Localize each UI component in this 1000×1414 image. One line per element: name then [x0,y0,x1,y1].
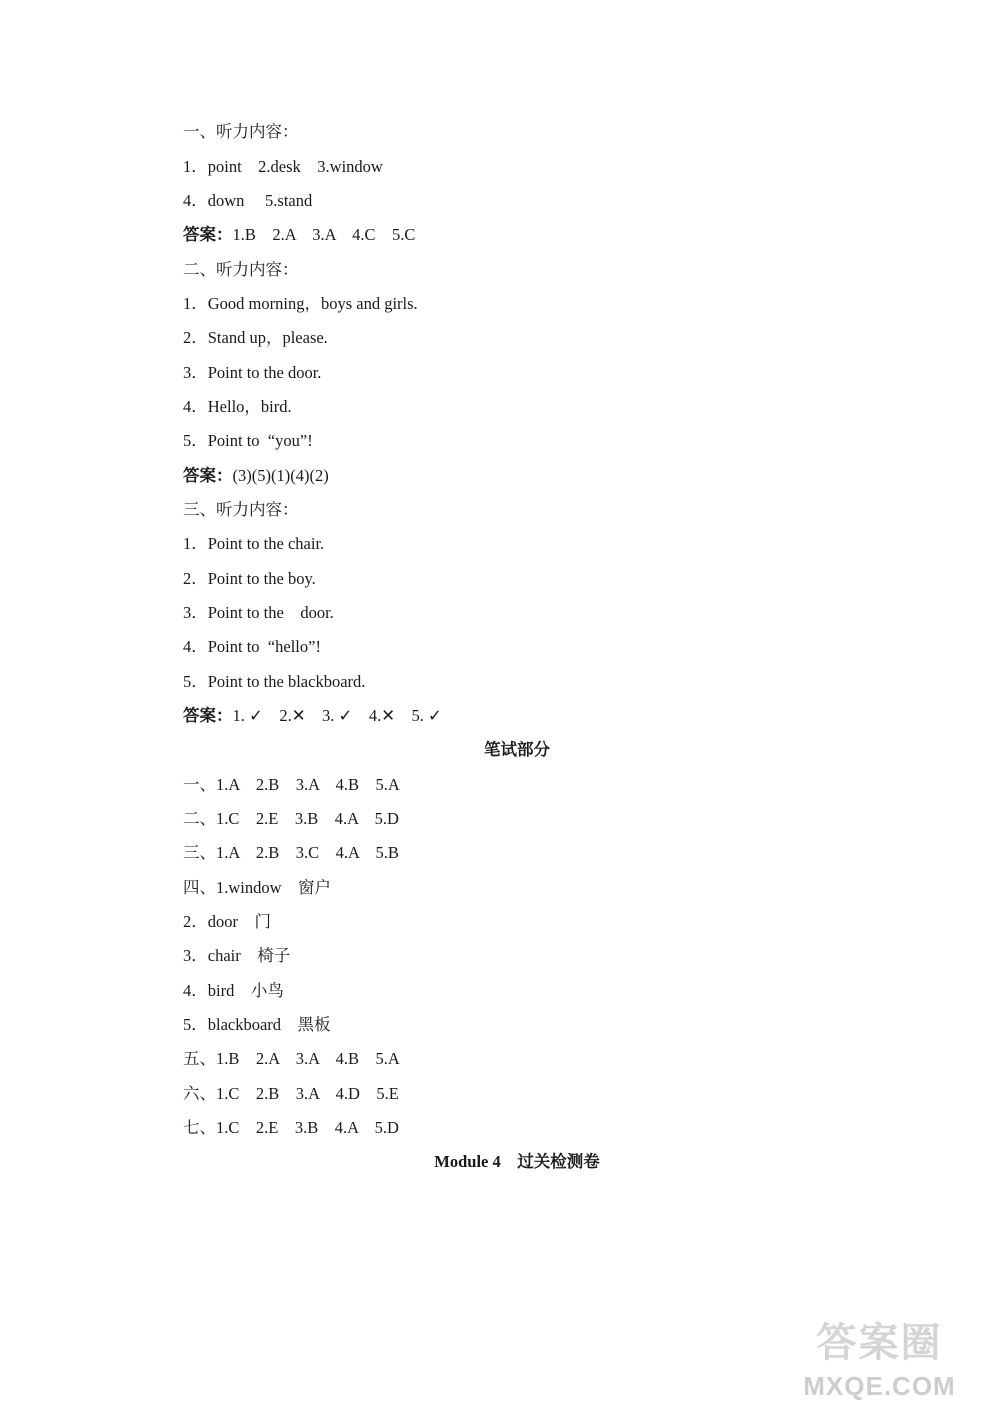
listening-1-item: 4．down 5.stand [183,191,313,210]
watermark-cn: 答案圈 [816,1320,943,1366]
listening-2-item: 4．Hello，bird. [183,397,292,416]
written-answer-line: 五、1.B 2.A 3.A 4.B 5.A [183,1049,400,1068]
watermark-en: MXQE.COM [803,1371,956,1401]
listening-3-item: 5．Point to the blackboard. [183,672,366,691]
listening-3-answer: 答案：1. ✓ 2.✕ 3. ✓ 4.✕ 5. ✓ [183,706,442,725]
listening-1-heading: 一、听力内容： [183,122,299,141]
listening-3-item: 1．Point to the chair. [183,534,325,553]
listening-2-item: 1．Good morning，boys and girls. [183,294,418,313]
answer-prefix: 答案： [183,225,233,244]
written-answer-line: 六、1.C 2.B 3.A 4.D 5.E [183,1084,399,1103]
module-title: Module 4 过关检测卷 [434,1152,600,1171]
written-answer-line: 一、1.A 2.B 3.A 4.B 5.A [183,775,400,794]
listening-2-heading: 二、听力内容： [183,260,299,279]
written-answer-line: 3．chair 椅子 [183,946,291,965]
written-section-title: 笔试部分 [484,740,550,759]
written-answer-line: 四、1.window 窗户 [183,878,332,897]
answer-prefix: 答案： [183,706,233,725]
listening-1-answer: 答案：1.B 2.A 3.A 4.C 5.C [183,225,416,244]
listening-3-item: 3．Point to the door. [183,603,334,622]
listening-1-item: 1．point 2.desk 3.window [183,157,383,176]
listening-3-item: 4．Point to “hello”! [183,637,321,656]
listening-2-answer: 答案：(3)(5)(1)(4)(2) [183,466,329,485]
written-answer-line: 2．door 门 [183,912,271,931]
answer-prefix: 答案： [183,466,233,485]
listening-2-item: 5．Point to “you”! [183,431,313,450]
listening-2-item: 3．Point to the door. [183,363,322,382]
listening-3-item: 2．Point to the boy. [183,569,316,588]
watermark-logo [777,1318,982,1408]
listening-3-heading: 三、听力内容： [183,500,299,519]
listening-2-item: 2．Stand up，please. [183,328,328,347]
written-answer-line: 二、1.C 2.E 3.B 4.A 5.D [183,809,399,828]
written-answer-line: 5．blackboard 黑板 [183,1015,331,1034]
written-answer-line: 三、1.A 2.B 3.C 4.A 5.B [183,843,399,862]
written-answer-line: 七、1.C 2.E 3.B 4.A 5.D [183,1118,399,1137]
written-answer-line: 4．bird 小鸟 [183,981,284,1000]
